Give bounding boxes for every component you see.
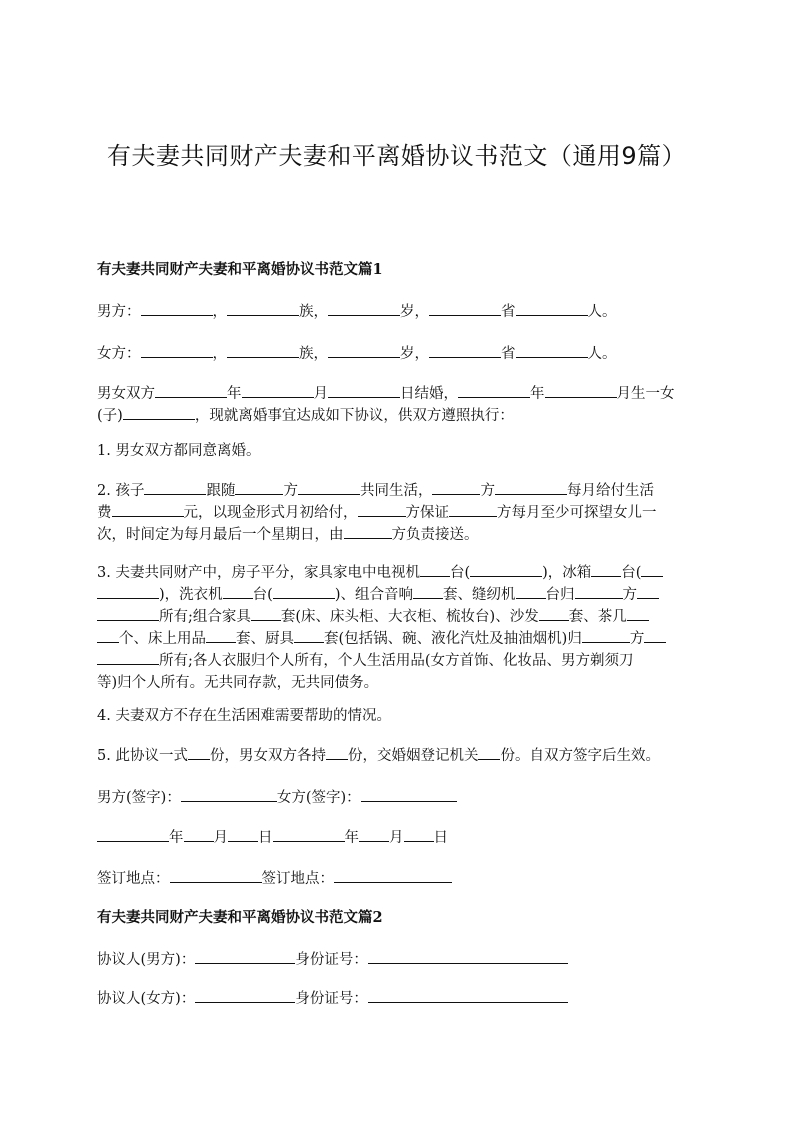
blank [516,584,546,599]
blank [273,827,345,842]
blank [328,383,400,398]
blank [413,584,443,599]
blank [141,301,213,316]
text: 每月给付生活 [566,483,654,499]
item-2-line-1 [97,480,697,502]
text: 次，时间定为每月最后一个星期日，由 [97,527,344,543]
text: 份。自双方签字后生效。 [500,748,660,764]
text: 方每月至少可探望女儿一 [497,505,657,521]
party-male-line [97,949,697,971]
province-label: 省 [501,304,516,320]
sign-place-line [97,868,697,890]
text: 台归 [545,587,575,603]
party-female-label: 协议人(女方)： [97,991,196,1007]
text: 日 [433,830,448,846]
text: 套、茶几 [568,609,627,625]
sign-place-label: 签订地点： [97,871,170,887]
text: 日 [258,830,273,846]
blank [470,562,542,577]
blank [273,584,335,599]
text: 方 [622,587,638,603]
blank [458,383,530,398]
item-2-line-2 [97,502,697,524]
item-3-line-6 [97,672,697,694]
female-info-line [97,343,697,365]
text: )、组合音响 [334,587,414,603]
blank [97,650,159,665]
text: 台( [449,565,471,581]
blank [206,628,236,643]
item-3-line-1 [97,562,697,584]
blank [449,502,497,517]
sign-place-label: 签订地点： [261,871,334,887]
blank [429,343,501,358]
blank [112,502,184,517]
male-label: 男方： [97,304,141,320]
province-label: 省 [501,346,516,362]
party-female-line [97,988,697,1010]
text: 2. 孩子 [97,483,145,499]
blank [227,301,299,316]
text: 元，以现金形式月初给付， [183,505,358,521]
text: 共同生活， [359,483,433,499]
item-3-line-2 [97,584,697,606]
text: 台( [252,587,273,603]
blank [97,628,119,643]
text: 方 [629,631,645,647]
text: ，现就离婚事宜达成如下协议，供双方遵照执行： [194,408,514,424]
text: 月生一女 [616,386,675,402]
text: 等)归个人所有。无共同存款，无共同债务。 [97,675,379,691]
text: 份，交婚姻登记机关 [347,748,479,764]
ethnic-label: 族， [299,346,328,362]
blank [495,480,567,495]
text: 年 [227,386,242,402]
item-5 [97,745,697,767]
document-title: 有夫妻共同财产夫妻和平离婚协议书范文（通用9篇） [106,142,687,170]
blank [641,562,663,577]
item-3 [97,562,697,694]
blank [195,949,295,964]
blank [155,383,227,398]
male-sign-blank [181,787,277,802]
id-no-label: 身份证号： [295,991,368,1007]
text: 方 [283,483,298,499]
blank [328,301,400,316]
blank [575,584,623,599]
marriage-line-1 [97,383,697,405]
male-info-line [97,301,697,323]
blank [478,745,500,760]
text: 套、缝纫机 [443,587,516,603]
blank [328,343,400,358]
text: 方 [480,483,495,499]
blank [591,562,621,577]
age-label: 岁， [400,346,429,362]
party-male-label: 协议人(男方)： [97,952,196,968]
blank [227,343,299,358]
blank [545,383,617,398]
blank [582,628,630,643]
text: 套(包括锅、碗、液化汽灶及抽油烟机)归 [324,631,582,647]
blank [184,827,214,842]
blank [358,502,406,517]
text: 套(床、床头柜、大衣柜、梳妆台)、沙发 [280,609,539,625]
blank [644,628,666,643]
blank [368,949,568,964]
marriage-line-2 [97,405,697,427]
item-3-line-3 [97,606,697,628]
blank [251,606,281,621]
blank [334,868,452,883]
blank [326,745,348,760]
text: 费 [97,505,112,521]
text: 方保证 [405,505,449,521]
item-3-line-5 [97,650,697,672]
text: 月 [213,830,228,846]
female-label: 女方： [97,346,141,362]
male-sign-label: 男方(签字)： [97,790,181,806]
blank [123,405,195,420]
blank [223,584,253,599]
blank [97,606,159,621]
blank [404,827,434,842]
id-no-label: 身份证号： [295,952,368,968]
blank [429,301,501,316]
text: 月 [389,830,404,846]
blank [242,383,314,398]
text: 5. 此协议一式 [97,748,188,764]
text: (子) [97,408,123,424]
person-label: 人。 [587,304,617,320]
text: 套、厨具 [236,631,294,647]
text: 3. 夫妻共同财产中，房子平分，家具家电中电视机 [97,565,420,581]
blank [141,343,213,358]
text: 日结婚， [400,386,458,402]
blank [627,606,649,621]
person-label: 人。 [587,346,617,362]
blank [170,868,262,883]
text: 跟随 [206,483,236,499]
blank [432,480,480,495]
age-label: 岁， [400,304,429,320]
blank [97,584,159,599]
blank [228,827,258,842]
text: 份，男女双方各持 [209,748,326,764]
text: 月 [313,386,328,402]
text: 年 [344,830,359,846]
text: )，洗衣机 [159,587,223,603]
blank [359,827,389,842]
blank [235,480,283,495]
item-2-line-3 [97,524,697,546]
blank [516,301,588,316]
comma: ， [212,346,227,362]
date-line [97,827,697,849]
item-1: 1. 男女双方都同意离婚。 [97,443,261,459]
item-2 [97,480,697,546]
text: )，冰箱 [542,565,592,581]
section-2-heading: 有夫妻共同财产夫妻和平离婚协议书范文篇2 [97,909,383,926]
text: 年 [530,386,545,402]
female-sign-label: 女方(签字)： [276,790,361,806]
text: 年 [169,830,184,846]
blank [294,628,324,643]
blank [344,524,392,539]
ethnic-label: 族， [299,304,328,320]
text: 方负责接送。 [391,527,479,543]
female-sign-blank [361,787,457,802]
comma: ， [212,304,227,320]
marriage-paragraph [97,383,697,427]
item-3-line-4 [97,628,697,650]
text: 台( [621,565,642,581]
blank [368,988,568,1003]
blank [144,480,206,495]
blank [539,606,569,621]
blank [188,745,210,760]
text: 个、床上用品 [119,631,206,647]
blank [420,562,450,577]
signature-line [97,787,697,809]
item-4: 4. 夫妻双方不存在生活困难需要帮助的情况。 [97,708,391,724]
text: 所有;组合家具 [159,609,251,625]
text: 男女双方 [97,386,155,402]
blank [298,480,360,495]
blank [637,584,659,599]
text: 所有;各人衣服归个人所有，个人生活用品(女方首饰、化妆品、男方剃须刀 [159,653,634,669]
blank [195,988,295,1003]
blank [516,343,588,358]
section-1-heading: 有夫妻共同财产夫妻和平离婚协议书范文篇1 [97,261,383,278]
blank [97,827,169,842]
